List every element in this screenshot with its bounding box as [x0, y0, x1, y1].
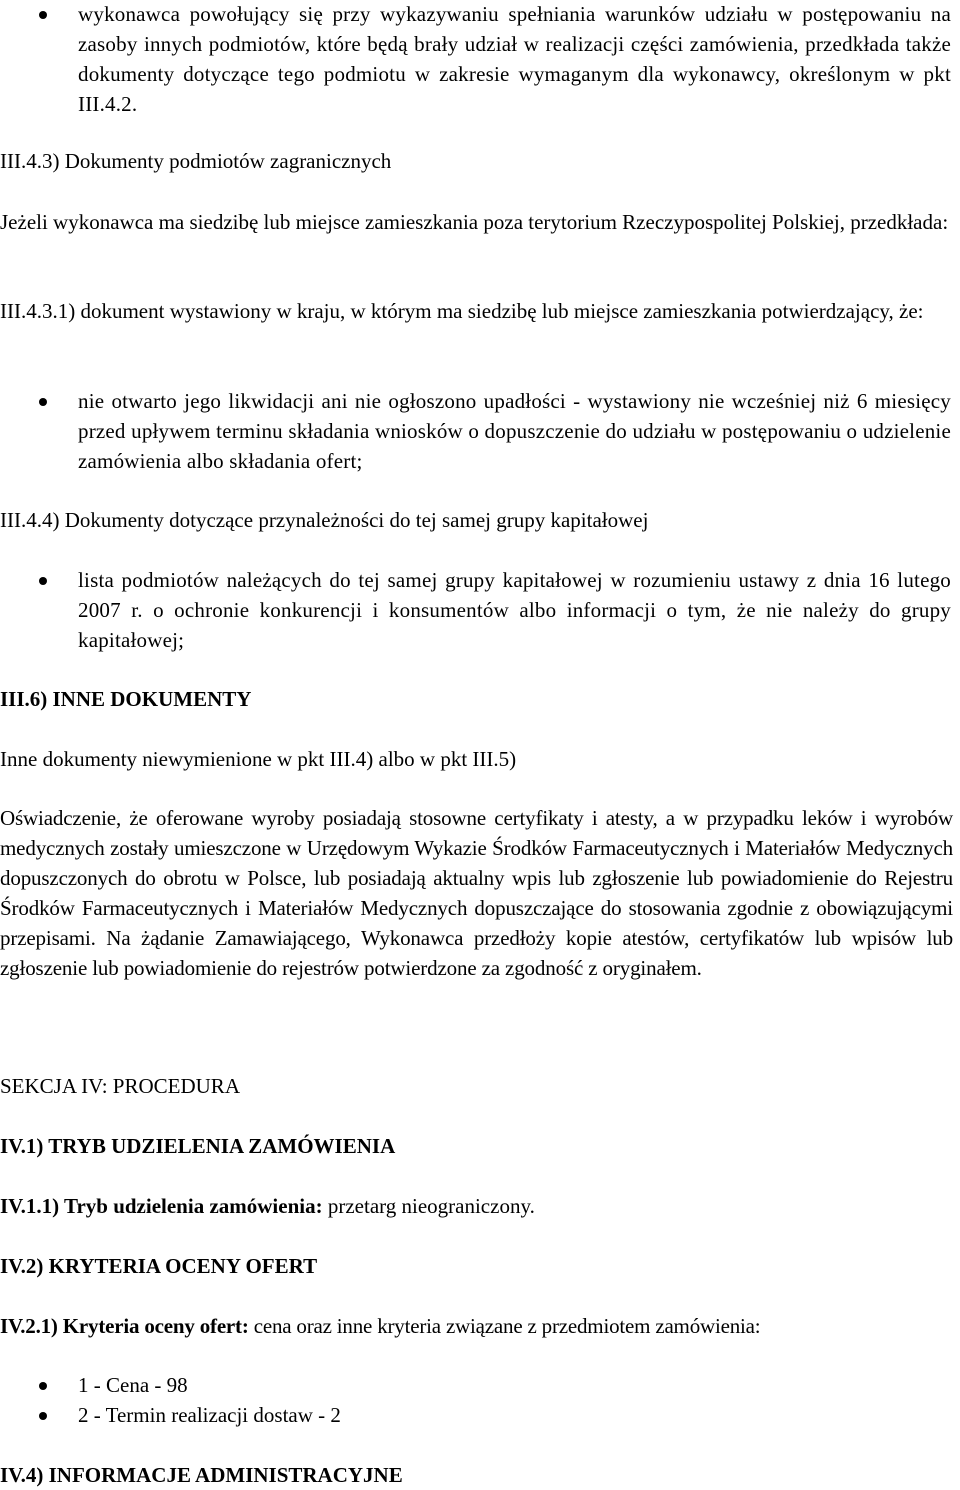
heading-sekcja-iv: SEKCJA IV: PROCEDURA: [0, 1074, 240, 1098]
heading-informacje-administracyjne: IV.4) INFORMACJE ADMINISTRACYJNE: [0, 1463, 403, 1487]
bullet-lista-podmiotow: lista podmiotów należących do tej samej grupy kapitałowej w rozumieniu ustawy z dnia 16 lutego 2007 r. o ochronie konkurencji i konsumentów albo informacji o tym, że nie należy do grupy kapitałowej;: [78, 568, 951, 652]
paragraph-tryb: [0, 1191, 953, 1221]
bullet-dot: [39, 11, 47, 19]
value-kryteria: cena oraz inne kryteria związane z przedmiotem zamówienia:: [253, 1314, 761, 1338]
label-kryteria: IV.2.1) Kryteria oceny ofert:: [0, 1314, 249, 1338]
bullet-termin: 2 - Termin realizacji dostaw - 2: [78, 1403, 341, 1427]
label-tryb: IV.1.1) Tryb udzielenia zamówienia:: [0, 1194, 323, 1218]
heading-inne-dokumenty: III.6) INNE DOKUMENTY: [0, 687, 252, 711]
heading-grupa-kapitalowa: III.4.4) Dokumenty dotyczące przynależności do tej samej grupy kapitałowej: [0, 508, 649, 532]
bullet-wykonawca-zasoby: wykonawca powołujący się przy wykazywaniu spełniania warunków udziału w postępowaniu na zasoby innych podmiotów, które będą brały udział w realizacji części zamówienia, przedkłada także dokumenty dotyczące tego podmiotu w zakresie wymaganym dla wykonawcy, określonym w pkt III.4.2.: [78, 2, 951, 116]
value-tryb: przetarg nieograniczony.: [327, 1194, 535, 1218]
bullet-dot: [39, 1382, 47, 1390]
bullet-dot: [39, 1412, 47, 1420]
heading-tryb-udzielenia: IV.1) TRYB UDZIELENIA ZAMÓWIENIA: [0, 1134, 396, 1158]
paragraph-siedziba-poza: Jeżeli wykonawca ma siedzibę lub miejsce zamieszkania poza terytorium Rzeczypospolitej Polskiej, przedkłada:: [0, 210, 949, 234]
bullet-dot: [39, 577, 47, 585]
bullet-cena: 1 - Cena - 98: [78, 1373, 188, 1397]
paragraph-kryteria: [0, 1311, 960, 1341]
bullet-likwidacja: nie otwarto jego likwidacji ani nie ogłoszono upadłości - wystawiony nie wcześniej niż 6 miesięcy przed upływem terminu składania wniosków o dopuszczenie do udziału w postępowaniu o udzielenie zamówienia albo składania ofert;: [78, 389, 951, 473]
paragraph-oswiadczenie: Oświadczenie, że oferowane wyroby posiadają stosowne certyfikaty i atesty, a w przypadku leków i wyrobów medycznych zostały umieszczone w Urzędowym Wykazie Środków Farmaceutycznych i Materiałów Medycznych dopuszczonych do obrotu w Polsce, lub posiadają aktualny wpis lub zgłoszenie lub powiadomienie do Rejestru Środków Farmaceutycznych i Materiałów Medycznych dopuszczające do stosowania zgodnie z obowiązującymi przepisami. Na żądanie Zamawiającego, Wykonawca przedłoży kopie atestów, certyfikatów lub wpisów lub zgłoszenie lub powiadomienie do rejestrów potwierdzone za zgodność z oryginałem.: [0, 806, 953, 980]
paragraph-dokument-wystawiony: III.4.3.1) dokument wystawiony w kraju, w którym ma siedzibę lub miejsce zamieszkania potwierdzający, że:: [0, 299, 924, 323]
heading-kryteria-oceny: IV.2) KRYTERIA OCENY OFERT: [0, 1254, 318, 1278]
paragraph-inne-niewymienione: Inne dokumenty niewymienione w pkt III.4) albo w pkt III.5): [0, 747, 517, 771]
heading-dokumenty-zagraniczne: III.4.3) Dokumenty podmiotów zagranicznych: [0, 149, 392, 173]
bullet-dot: [39, 398, 47, 406]
